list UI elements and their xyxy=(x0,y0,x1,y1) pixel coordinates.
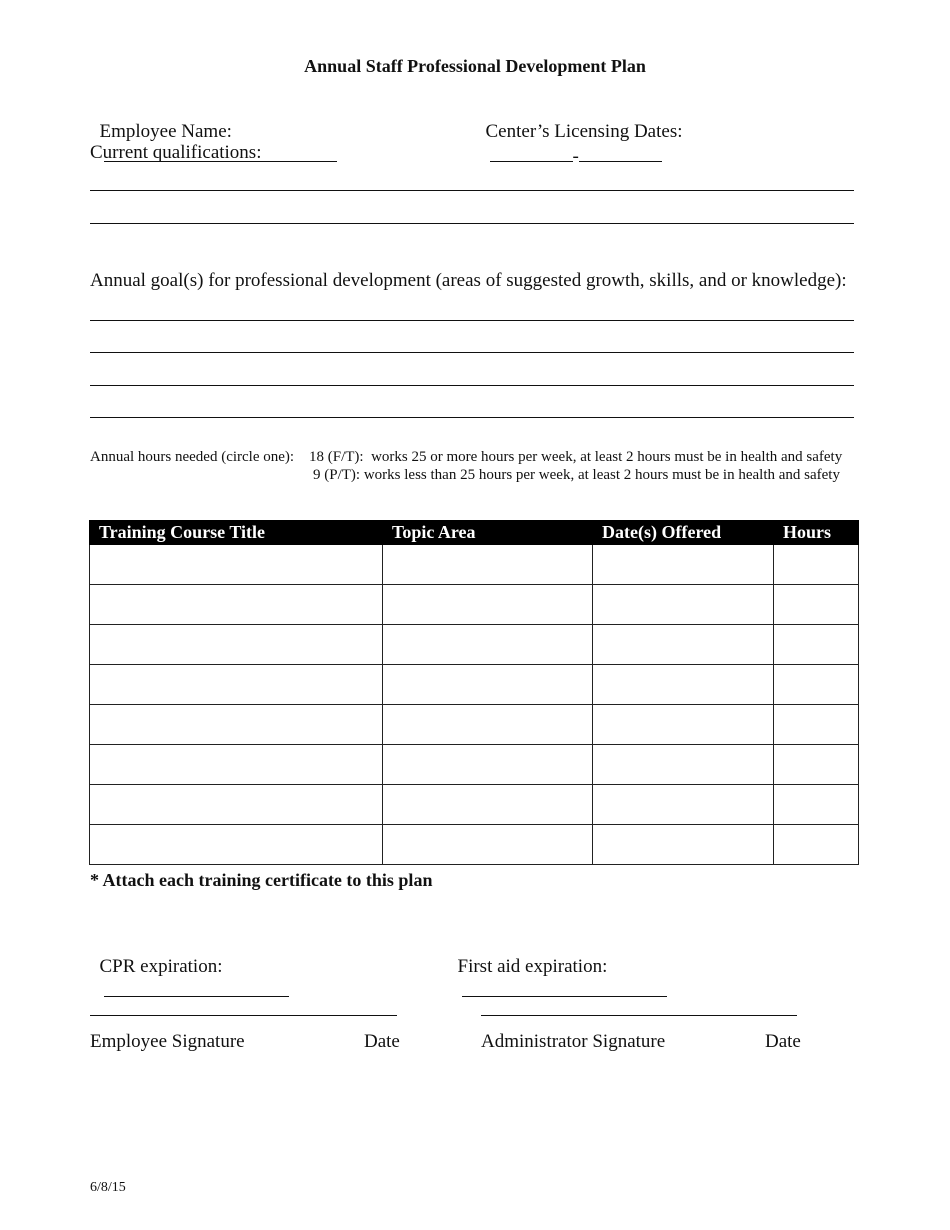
goals-line-1[interactable] xyxy=(90,320,854,321)
licensing-dates-row xyxy=(476,99,683,168)
qualifications-line-2[interactable] xyxy=(90,223,854,224)
table-row xyxy=(90,545,859,585)
dates-offered-cell[interactable] xyxy=(593,785,774,825)
form-title: Annual Staff Professional Development Plan xyxy=(304,56,646,76)
course-title-cell[interactable] xyxy=(90,825,383,865)
first-aid-expiration-field[interactable] xyxy=(462,978,667,997)
hours-cell[interactable] xyxy=(774,745,859,785)
header-hours: Hours xyxy=(774,521,859,545)
qualifications-line-1[interactable] xyxy=(90,190,854,191)
employee-name-label: Employee Name: xyxy=(99,121,232,142)
licensing-dates-separator: - xyxy=(572,146,579,167)
hours-option-full-time[interactable]: 18 (F/T): works 25 or more hours per week, at least 2 hours must be in health and safety xyxy=(309,449,843,465)
hours-cell[interactable] xyxy=(774,825,859,865)
cpr-expiration-field[interactable] xyxy=(104,978,289,997)
dates-offered-cell[interactable] xyxy=(593,825,774,865)
licensing-start-date-field[interactable] xyxy=(490,143,573,162)
header-training-course-title: Training Course Title xyxy=(90,521,383,545)
dates-offered-cell[interactable] xyxy=(593,705,774,745)
table-row xyxy=(90,625,859,665)
hours-cell[interactable] xyxy=(774,705,859,745)
training-table xyxy=(89,520,859,865)
table-row xyxy=(90,705,859,745)
goals-line-2[interactable] xyxy=(90,352,854,353)
header-topic-area: Topic Area xyxy=(383,521,593,545)
attach-certificate-note: * Attach each training certificate to this plan xyxy=(90,870,433,890)
table-row xyxy=(90,665,859,705)
hours-cell[interactable] xyxy=(774,665,859,705)
dates-offered-cell[interactable] xyxy=(593,745,774,785)
dates-offered-cell[interactable] xyxy=(593,665,774,705)
employee-signature-label: Employee Signature xyxy=(90,1031,245,1052)
dates-offered-cell[interactable] xyxy=(593,585,774,625)
table-row xyxy=(90,785,859,825)
hours-cell[interactable] xyxy=(774,785,859,825)
goals-line-3[interactable] xyxy=(90,385,854,386)
goals-line-4[interactable] xyxy=(90,417,854,418)
employee-date-label: Date xyxy=(364,1031,400,1052)
employee-signature-line[interactable] xyxy=(90,1015,397,1016)
administrator-signature-label: Administrator Signature xyxy=(481,1031,666,1052)
topic-area-cell[interactable] xyxy=(383,545,593,585)
course-title-cell[interactable] xyxy=(90,665,383,705)
topic-area-cell[interactable] xyxy=(383,785,593,825)
course-title-cell[interactable] xyxy=(90,705,383,745)
header-dates-offered: Date(s) Offered xyxy=(593,521,774,545)
hours-cell[interactable] xyxy=(774,545,859,585)
topic-area-cell[interactable] xyxy=(383,665,593,705)
course-title-cell[interactable] xyxy=(90,545,383,585)
licensing-dates-label: Center’s Licensing Dates: xyxy=(485,121,683,142)
licensing-end-date-field[interactable] xyxy=(579,143,662,162)
first-aid-expiration-label: First aid expiration: xyxy=(457,956,608,977)
topic-area-cell[interactable] xyxy=(383,625,593,665)
hours-cell[interactable] xyxy=(774,625,859,665)
hours-option-part-time[interactable]: 9 (P/T): works less than 25 hours per week, at least 2 hours must be in health and safety xyxy=(313,467,840,483)
administrator-signature-line[interactable] xyxy=(481,1015,797,1016)
current-qualifications-label: Current qualifications: xyxy=(90,142,262,163)
revision-date: 6/8/15 xyxy=(90,1180,126,1195)
first-aid-expiration-row xyxy=(448,934,667,1003)
dates-offered-cell[interactable] xyxy=(593,625,774,665)
cpr-expiration-row xyxy=(90,934,289,1003)
topic-area-cell[interactable] xyxy=(383,705,593,745)
hours-needed-label: Annual hours needed (circle one): xyxy=(90,449,295,465)
table-row xyxy=(90,585,859,625)
hours-cell[interactable] xyxy=(774,585,859,625)
table-row xyxy=(90,825,859,865)
administrator-date-label: Date xyxy=(765,1031,801,1052)
annual-goals-label: Annual goal(s) for professional development (areas of suggested growth, skills, and or knowledge): xyxy=(90,270,847,291)
course-title-cell[interactable] xyxy=(90,745,383,785)
topic-area-cell[interactable] xyxy=(383,585,593,625)
cpr-expiration-label: CPR expiration: xyxy=(99,956,223,977)
course-title-cell[interactable] xyxy=(90,785,383,825)
course-title-cell[interactable] xyxy=(90,625,383,665)
dates-offered-cell[interactable] xyxy=(593,545,774,585)
table-row xyxy=(90,745,859,785)
training-table-header xyxy=(90,521,859,545)
topic-area-cell[interactable] xyxy=(383,745,593,785)
topic-area-cell[interactable] xyxy=(383,825,593,865)
course-title-cell[interactable] xyxy=(90,585,383,625)
